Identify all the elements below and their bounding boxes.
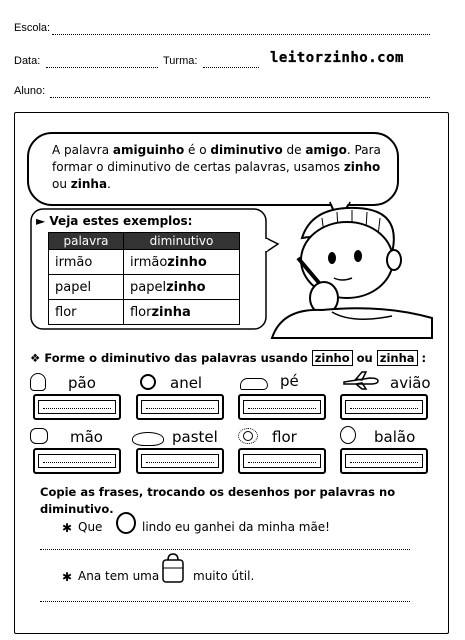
data-label: Data:	[14, 55, 41, 67]
word-amiguinho: amiguinho	[112, 143, 185, 157]
copy-line-2[interactable]	[40, 601, 410, 602]
turma-label: Turma:	[163, 55, 198, 67]
asterisk-icon: ✱	[62, 521, 73, 535]
word-zinha: zinha	[70, 177, 108, 191]
pastel-icon	[132, 432, 164, 446]
escola-label: Escola:	[14, 22, 51, 34]
answer-box-balao[interactable]	[340, 448, 428, 474]
examples-title: ► Veja estes exemplos:	[36, 214, 193, 228]
sentence2-start: Ana tem uma	[78, 569, 160, 583]
word-mao: mão	[70, 428, 103, 446]
turma-field[interactable]	[203, 67, 259, 68]
brand-logo: leitorzinho.com	[270, 50, 404, 66]
copy-line-1[interactable]	[40, 549, 410, 550]
word-pe: pé	[280, 372, 299, 390]
exercise2-instruction: Copie as frases, trocando os desenhos por palavras no diminutivo.	[40, 485, 396, 516]
flower-icon	[238, 428, 258, 444]
foot-icon	[240, 378, 268, 390]
arrow-right-icon: ►	[36, 214, 46, 228]
sentence2-end: muito útil.	[193, 569, 255, 583]
bread-icon	[30, 373, 46, 391]
ring-icon	[140, 374, 156, 390]
data-field[interactable]	[46, 67, 158, 68]
word-zinho: zinho	[343, 160, 381, 174]
examples-table	[48, 232, 240, 325]
word-balao: balão	[374, 428, 416, 446]
tag-zinha: zinha	[377, 350, 418, 366]
aluno-field[interactable]	[50, 97, 430, 98]
table-row: papel papelzinho	[49, 275, 240, 300]
word-aviao: avião	[390, 374, 431, 392]
tag-zinho: zinho	[312, 350, 353, 366]
hand-icon	[30, 428, 48, 444]
answer-box-aviao[interactable]	[340, 394, 428, 420]
answer-box-flor[interactable]	[238, 448, 326, 474]
sentence1-start: Que	[78, 520, 103, 534]
answer-box-mao[interactable]	[33, 448, 121, 474]
intro-text: A palavra amiguinho é o diminutivo de amigo. Para formar o diminutivo de certas palavras, usamos zinho ou zinha.	[52, 143, 381, 191]
answer-box-pastel[interactable]	[136, 448, 224, 474]
airplane-icon	[342, 370, 382, 390]
sentence1-end: lindo eu ganhei da minha mãe!	[142, 520, 330, 534]
word-amigo: amigo	[305, 143, 347, 157]
word-diminutivo: diminutivo	[210, 143, 283, 157]
balloon-icon	[340, 426, 356, 444]
answer-box-pe[interactable]	[238, 394, 326, 420]
table-row: flor florzinha	[49, 300, 240, 325]
col-palavra: palavra	[49, 233, 124, 250]
exercise1-instruction: ❖ Forme o diminutivo das palavras usando zinho ou zinha :	[30, 351, 427, 365]
word-flor: flor	[272, 428, 297, 446]
table-row: irmão irmãozinho	[49, 250, 240, 275]
word-pao: pão	[68, 374, 96, 392]
answer-box-anel[interactable]	[136, 394, 224, 420]
answer-box-pao[interactable]	[33, 394, 121, 420]
word-anel: anel	[170, 374, 203, 392]
bag-icon	[160, 552, 186, 586]
aluno-label: Aluno:	[14, 85, 46, 97]
ring-icon	[116, 512, 136, 534]
word-pastel: pastel	[172, 428, 218, 446]
escola-field[interactable]	[52, 34, 430, 35]
diamond-bullet-icon: ❖	[30, 351, 41, 365]
col-diminutivo: diminutivo	[123, 233, 239, 250]
asterisk-icon: ✱	[62, 570, 73, 584]
boy-thinking-illustration	[262, 198, 442, 346]
